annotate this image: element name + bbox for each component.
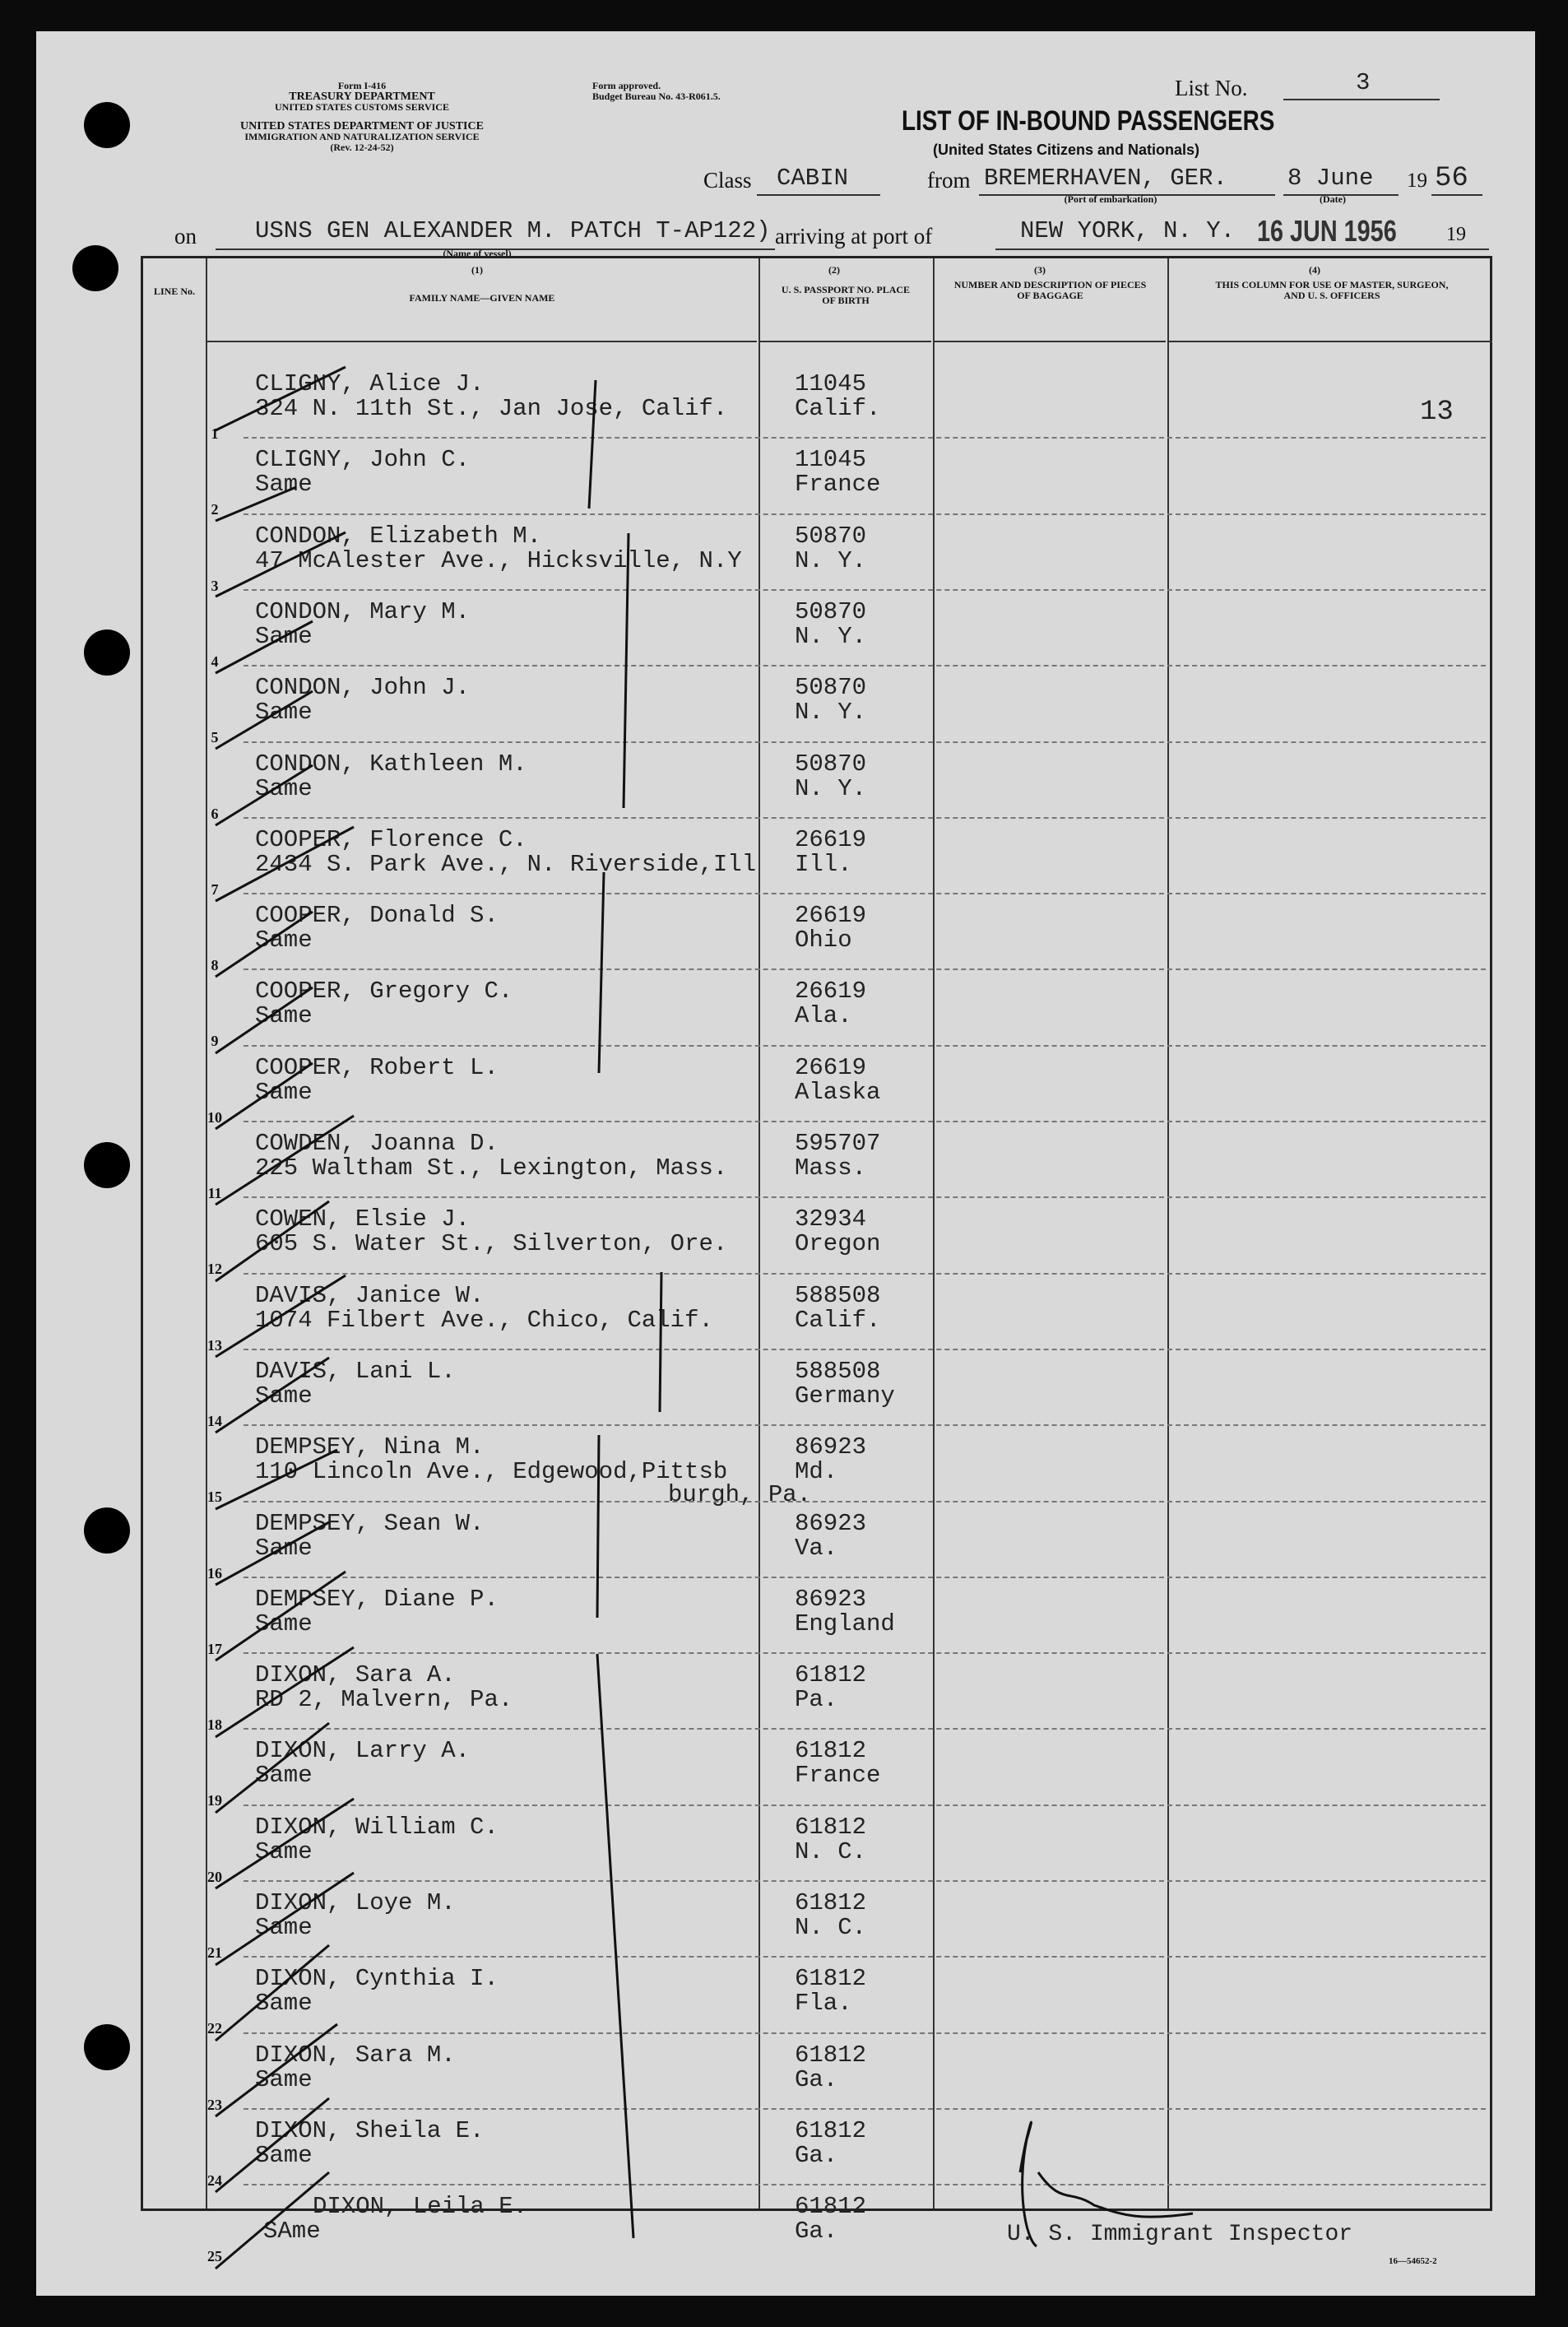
passenger-name: DEMPSEY, Sean W. [255,1509,485,1537]
row-divider [244,1349,1486,1350]
place-of-birth: Alaska [795,1078,881,1106]
place-of-birth: Calif. [795,395,881,422]
row-divider [244,1728,1486,1730]
passenger-name: DAVIS, Janice W. [255,1281,485,1309]
date-value: 8 June [1287,165,1374,192]
passenger-address: 2434 S. Park Ave., N. Riverside,Ill [255,850,757,878]
row-divider [244,1273,1486,1275]
row-divider [244,1121,1486,1122]
page-title: LIST OF IN-BOUND PASSENGERS [902,105,1275,137]
passenger-address: Same [255,471,313,499]
line-number: 9 [211,1033,219,1050]
passenger-address: 110 Lincoln Ave., Edgewood,Pittsb [255,1458,728,1486]
passenger-address: Same [255,1837,313,1865]
line-number: 4 [211,653,219,670]
vessel-value: USNS GEN ALEXANDER M. PATCH T-AP122) [255,217,771,244]
row-divider [244,1045,1486,1047]
passport-number: 61812 [795,2041,867,2069]
vessel-field [216,216,775,250]
passport-number: 61812 [795,1661,867,1689]
line-number: 23 [207,2096,222,2113]
passenger-name: CLIGNY, Alice J. [255,370,485,397]
line-number: 20 [207,1868,222,1885]
passenger-address: Same [255,2065,313,2093]
passport-number: 61812 [795,1737,867,1765]
row-divider [244,1880,1486,1882]
row-divider [244,741,1486,743]
vessel-caption: (Name of vessel) [443,248,512,259]
place-of-birth: Ga. [795,2065,838,2093]
passport-number: 26619 [795,825,867,853]
place-of-birth: N. Y. [795,699,867,727]
passenger-name: CONDON, Kathleen M. [255,750,527,778]
passport-number: 595707 [795,1130,881,1157]
passenger-name: DIXON, Leila E. [313,2193,528,2221]
line-number: 10 [207,1108,222,1126]
passenger-address: 324 N. 11th St., Jan Jose, Calif. [255,395,728,422]
passenger-name: DIXON, Sara A. [255,1661,456,1689]
row-divider [244,1956,1486,1958]
date-field [1283,165,1399,196]
line-number: 12 [207,1261,222,1278]
list-no-value: 3 [1356,69,1371,96]
passport-number: 50870 [795,750,867,778]
col-num-2: (2) [828,264,840,276]
passenger-name: COOPER, Donald S. [255,902,499,930]
year-value: 56 [1435,163,1468,194]
passenger-name: DIXON, Larry A. [255,1737,471,1765]
line-number: 5 [211,729,219,746]
line-number: 18 [207,1716,222,1734]
port-embark-field [979,165,1275,196]
class-label: Class [703,168,752,193]
line-number: 14 [207,1412,222,1429]
row-divider [244,968,1486,970]
class-value: CABIN [777,165,849,192]
line-number: 8 [211,957,219,974]
passport-number: 61812 [795,2116,867,2144]
place-of-birth: Md. [795,1458,838,1486]
from-label: from [927,168,971,193]
passport-number: 11045 [795,446,867,474]
page-subtitle: (United States Citizens and Nationals) [933,142,1200,158]
place-of-birth: Pa. [795,1686,838,1714]
col-num-1: (1) [471,264,483,276]
col-header-baggage: NUMBER AND DESCRIPTION OF PIECES OF BAGGAGE [953,279,1147,301]
passport-number: 86923 [795,1433,867,1461]
treasury-dept: TREASURY DEPARTMENT [289,91,435,103]
passport-number: 86923 [795,1585,867,1613]
place-of-birth: France [795,471,881,499]
place-of-birth: N. Y. [795,622,867,650]
customs-service: UNITED STATES CUSTOMS SERVICE [275,101,449,113]
passport-number: 61812 [795,1813,867,1841]
place-of-birth: Fla. [795,1990,852,2018]
line-number: 24 [207,2171,222,2189]
line-number: 22 [207,2020,222,2037]
place-of-birth: Ga. [795,2141,838,2169]
passport-number: 32934 [795,1205,867,1233]
list-no-label: List No. [1175,76,1248,100]
ins-service: IMMIGRATION AND NATURALIZATION SERVICE [244,131,480,142]
year-prefix: 19 [1407,170,1427,192]
line-number: 25 [207,2248,222,2265]
justice-dept: UNITED STATES DEPARTMENT OF JUSTICE [240,120,484,132]
place-of-birth: Germany [795,1382,895,1410]
officer-note: 13 [1420,397,1454,428]
passport-number: 11045 [795,370,867,397]
arriving-label: arriving at port of [775,224,933,248]
place-of-birth: England [795,1609,895,1637]
line-number: 16 [207,1564,222,1582]
passenger-address: Same [255,1990,313,2018]
col-divider [206,258,207,2209]
row-divider [244,1196,1486,1198]
row-divider [244,589,1486,591]
place-of-birth: N. C. [795,1914,867,1941]
passport-number: 86923 [795,1509,867,1537]
passenger-name: DAVIS, Lani L. [255,1357,456,1385]
passenger-name: DIXON, Sheila E. [255,2116,485,2144]
place-of-birth: Ga. [795,2218,838,2246]
punch-hole [84,629,130,676]
arrival-port-value: NEW YORK, N. Y. [1020,217,1236,244]
passport-number: 50870 [795,522,867,550]
passenger-name: CONDON, John J. [255,674,471,702]
place-of-birth: Calif. [795,1306,881,1334]
footer-code: 16—54652-2 [1389,2256,1437,2266]
budget-bureau-line: Budget Bureau No. 43-R061.5. [592,91,721,102]
passenger-address: Same [255,774,313,802]
port-embark-caption: (Port of embarkation) [1064,193,1157,205]
passport-number: 61812 [795,1965,867,1993]
line-number: 11 [207,1185,222,1201]
passenger-address: Same [255,1382,313,1410]
passenger-name: COOPER, Gregory C. [255,978,513,1006]
col-header-passport: U. S. PASSPORT NO. PLACE OF BIRTH [781,284,911,306]
arrival-date-stamp: 16 JUN 1956 [1257,214,1397,248]
passenger-name: DIXON, Loye M. [255,1889,456,1916]
row-divider [244,513,1486,515]
col-num-3: (3) [1034,264,1046,276]
col-divider [933,258,935,2209]
passenger-name: COOPER, Florence C. [255,825,527,853]
date-caption: (Date) [1320,193,1346,205]
form-approved-line: Form approved. [592,80,661,91]
col-divider [1167,258,1169,2209]
row-divider [244,1501,1486,1503]
form-revision: (Rev. 12-24-52) [330,142,394,153]
passenger-name: CLIGNY, John C. [255,446,471,474]
place-of-birth: Ill. [795,850,852,878]
punch-hole [84,1507,130,1554]
line-number: 13 [207,1336,222,1354]
row-divider [244,2184,1486,2185]
row-divider [244,893,1486,894]
list-no-field [1283,71,1440,100]
place-of-birth: France [795,1762,881,1790]
class-field [757,165,880,196]
passenger-address: Same [255,1078,313,1106]
passenger-name: DEMPSEY, Nina M. [255,1433,485,1461]
passenger-address: 47 McAlester Ave., Hicksville, N.Y [255,546,742,574]
passenger-address: RD 2, Malvern, Pa. [255,1686,513,1714]
line-number: 1 [211,425,219,442]
punch-hole [72,245,118,291]
passport-number: 588508 [795,1357,881,1385]
passenger-address: Same [255,622,313,650]
port-embark-value: BREMERHAVEN, GER. [984,165,1227,192]
on-label: on [174,224,197,248]
year-field [1431,165,1482,196]
row-divider [244,437,1486,439]
passenger-address: Same [255,2141,313,2169]
form-info-left [165,81,559,153]
passport-number: 50870 [795,597,867,625]
line-number: 6 [211,805,219,822]
passenger-name: COWEN, Elsie J. [255,1205,471,1233]
form-approved [592,81,721,102]
passport-number: 61812 [795,2193,867,2221]
passenger-name: DIXON, Cynthia I. [255,1965,499,1993]
passenger-name: COOPER, Robert L. [255,1053,499,1081]
row-divider [244,1577,1486,1578]
row-divider [244,1804,1486,1806]
col-header-name: FAMILY NAME—GIVEN NAME [409,292,555,304]
passenger-address: 605 S. Water St., Silverton, Ore. [255,1230,728,1258]
passport-number: 26619 [795,978,867,1006]
place-of-birth: N. C. [795,1837,867,1865]
place-of-birth: Oregon [795,1230,881,1258]
passport-number: 61812 [795,1889,867,1916]
row-divider [244,1424,1486,1426]
col-header-line-no: LINE No. [153,286,195,297]
line-number: 21 [207,1944,222,1961]
passenger-name: DIXON, Sara M. [255,2041,456,2069]
row-divider [244,665,1486,667]
passport-number: 26619 [795,902,867,930]
row-divider [244,2108,1486,2110]
passenger-address: Same [255,1002,313,1030]
passenger-address: 225 Waltham St., Lexington, Mass. [255,1154,728,1182]
punch-hole [84,2024,130,2070]
passenger-address: Same [255,1534,313,1562]
col-num-4: (4) [1309,264,1320,276]
inspector-label: U. S. Immigrant Inspector [1007,2222,1353,2247]
form-number: Form I-416 [337,80,387,91]
row-15-continuation: burgh, Pa. [668,1481,812,1508]
passenger-address: Same [255,1609,313,1637]
col-divider [758,258,760,2209]
place-of-birth: Mass. [795,1154,867,1182]
passport-number: 50870 [795,674,867,702]
row-divider [244,1652,1486,1654]
passenger-address: Same [255,1762,313,1790]
passenger-name: DIXON, William C. [255,1813,499,1841]
place-of-birth: Va. [795,1534,838,1562]
line-number: 17 [207,1640,222,1657]
passenger-address: 1074 Filbert Ave., Chico, Calif. [255,1306,713,1334]
line-number: 2 [211,501,219,518]
passenger-name: DEMPSEY, Diane P. [255,1585,499,1613]
arrival-year-prefix: 19 [1446,224,1466,245]
row-divider [244,2032,1486,2034]
line-number: 3 [211,577,219,594]
passport-number: 26619 [795,1053,867,1081]
passenger-address: SAme [263,2218,321,2246]
passenger-address: Same [255,1914,313,1941]
line-number: 15 [207,1489,222,1506]
passenger-name: COWDEN, Joanna D. [255,1130,499,1157]
line-number: 7 [211,880,219,898]
place-of-birth: Ala. [795,1002,852,1030]
place-of-birth: N. Y. [795,774,867,802]
passenger-name: CONDON, Elizabeth M. [255,522,542,550]
passenger-address: Same [255,927,313,954]
passenger-name: CONDON, Mary M. [255,597,471,625]
col-header-officers: THIS COLUMN FOR USE OF MASTER, SURGEON, AND U. S. OFFICERS [1215,279,1449,301]
row-divider [244,817,1486,819]
line-number: 19 [207,1792,222,1809]
arrival-port-field [995,216,1489,250]
punch-hole [84,1142,130,1188]
punch-hole [84,102,130,148]
place-of-birth: N. Y. [795,546,867,574]
passenger-address: Same [255,699,313,727]
passport-number: 588508 [795,1281,881,1309]
place-of-birth: Ohio [795,927,852,954]
